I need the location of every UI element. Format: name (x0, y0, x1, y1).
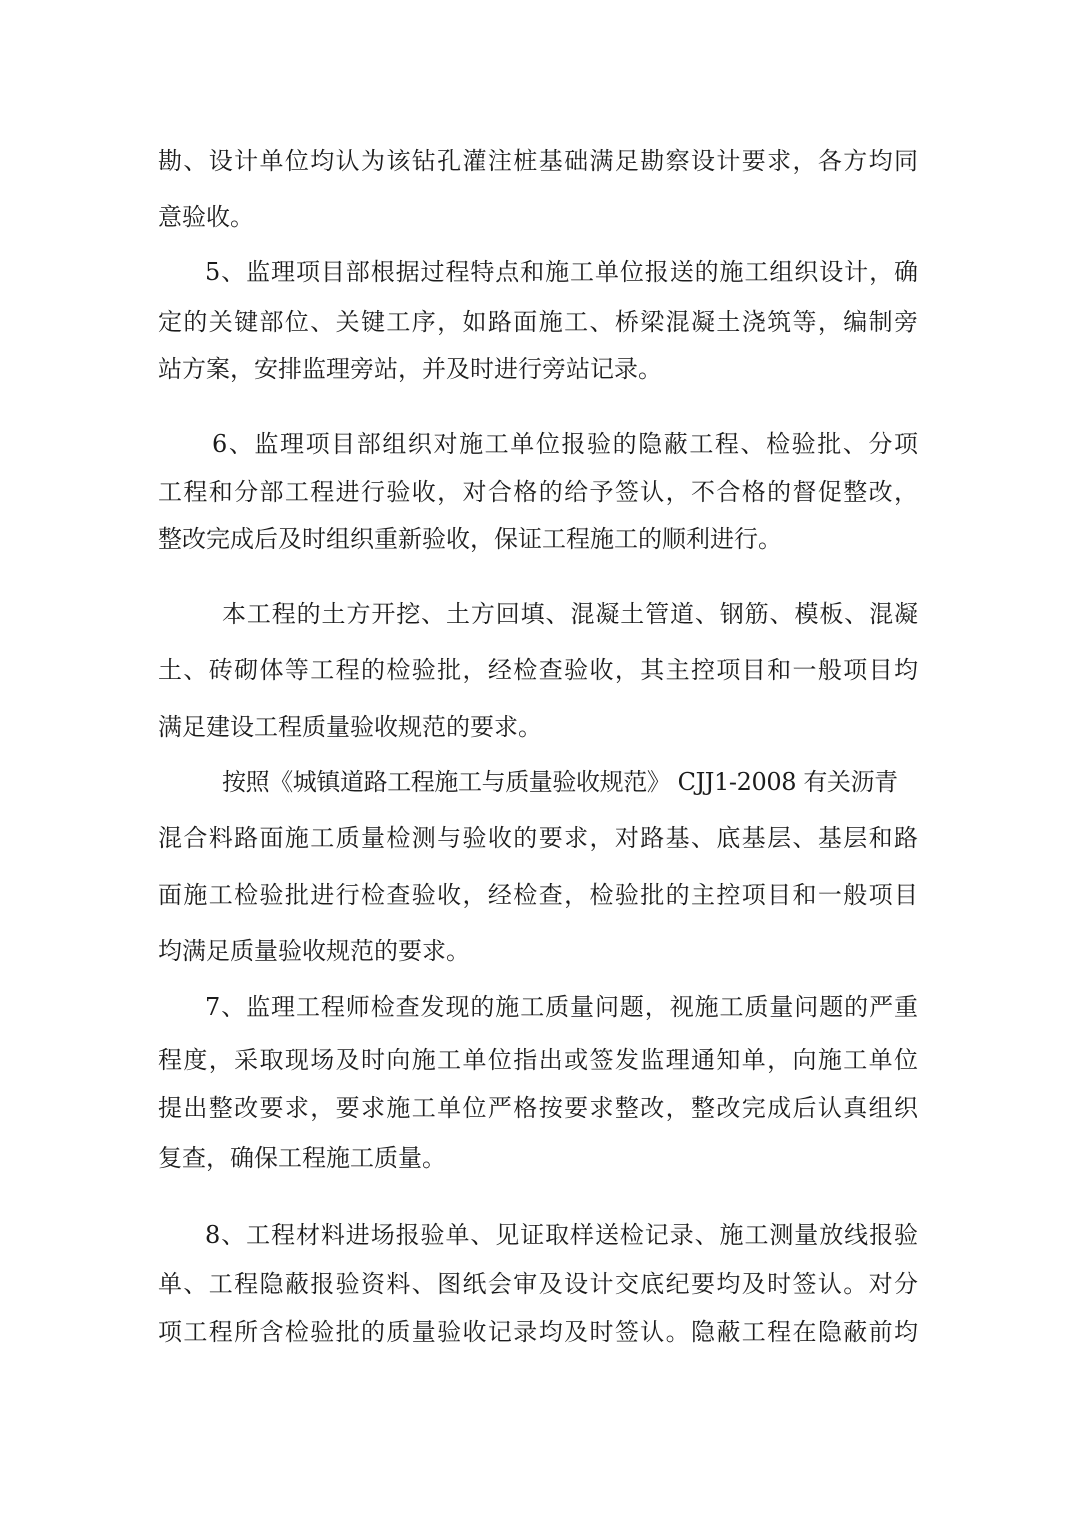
text-line: 8、工程材料进场报验单、见证取样送检记录、施工测量放线报验 (205, 1221, 918, 1249)
text-line: 本工程的土方开挖、土方回填、混凝土管道、钢筋、模板、混凝 (222, 600, 918, 628)
text-line: 定的关键部位、关键工序，如路面施工、桥梁混凝土浇筑等，编制旁 (158, 308, 918, 336)
text-line: 提出整改要求，要求施工单位严格按要求整改，整改完成后认真组织 (158, 1094, 918, 1122)
text-line: 土、砖砌体等工程的检验批，经检查验收，其主控项目和一般项目均 (158, 656, 918, 684)
text-line: 复查，确保工程施工质量。 (158, 1144, 446, 1172)
text-line: 单、工程隐蔽报验资料、图纸会审及设计交底纪要均及时签认。对分 (158, 1270, 918, 1298)
text-line: 6、监理项目部组织对施工单位报验的隐蔽工程、检验批、分项 (212, 430, 918, 458)
text-line: 5、监理项目部根据过程特点和施工单位报送的施工组织设计，确 (205, 258, 918, 286)
text-line: 按照《城镇道路工程施工与质量验收规范》 CJJ1-2008 有关沥青 (222, 768, 898, 796)
text-line: 混合料路面施工质量检测与验收的要求，对路基、底基层、基层和路 (158, 824, 918, 852)
text-line: 意验收。 (158, 203, 254, 231)
text-line: 整改完成后及时组织重新验收，保证工程施工的顺利进行。 (158, 525, 782, 553)
text-line: 站方案，安排监理旁站，并及时进行旁站记录。 (158, 355, 662, 383)
text-line: 工程和分部工程进行验收，对合格的给予签认，不合格的督促整改， (158, 478, 918, 506)
text-line: 均满足质量验收规范的要求。 (158, 937, 470, 965)
text-line: 7、监理工程师检查发现的施工质量问题，视施工质量问题的严重 (205, 993, 918, 1021)
text-line: 勘、设计单位均认为该钻孔灌注桩基础满足勘察设计要求，各方均同 (158, 147, 918, 175)
text-line: 项工程所含检验批的质量验收记录均及时签认。隐蔽工程在隐蔽前均 (158, 1318, 918, 1346)
text-line: 满足建设工程质量验收规范的要求。 (158, 713, 542, 741)
text-line: 程度，采取现场及时向施工单位指出或签发监理通知单，向施工单位 (158, 1046, 918, 1074)
text-line: 面施工检验批进行检查验收，经检查，检验批的主控项目和一般项目 (158, 881, 918, 909)
